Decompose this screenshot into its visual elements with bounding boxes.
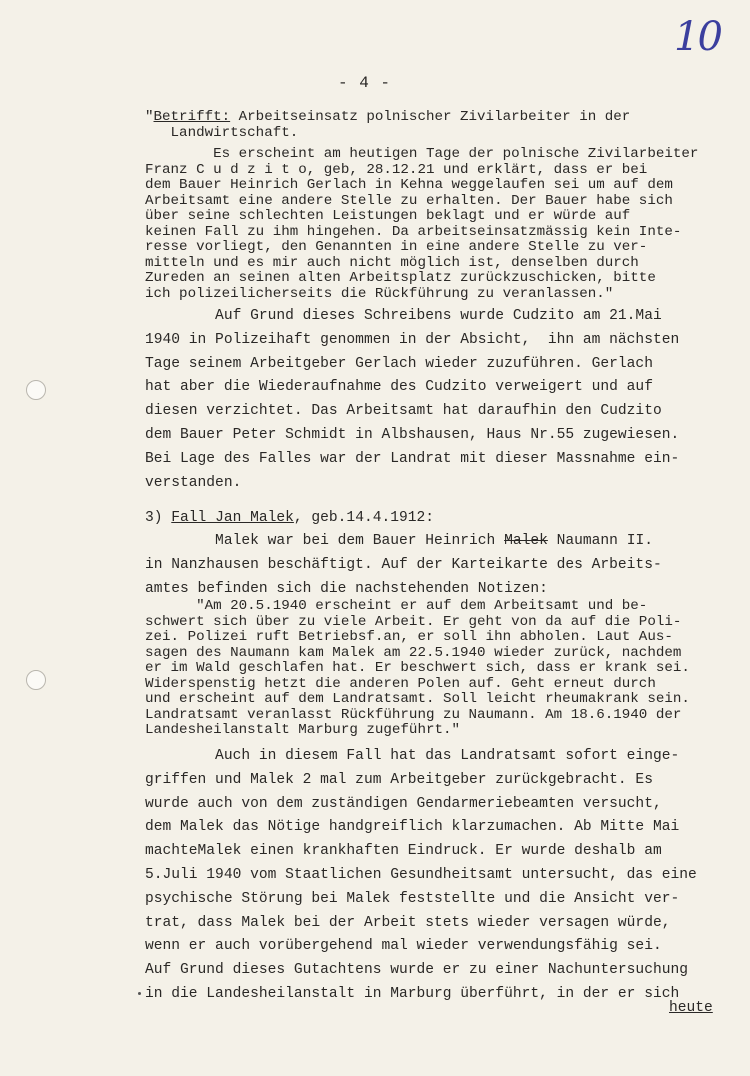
text-line: diesen verzichtet. Das Arbeitsamt hat daraufhin den Cudzito xyxy=(145,403,662,420)
subject-heading xyxy=(145,110,725,141)
punch-hole-top xyxy=(26,380,46,400)
text-line: schwert sich über zu viele Arbeit. Er geht von da auf die Poli- xyxy=(145,613,682,630)
ink-speck xyxy=(138,992,141,995)
struck-word: Malek xyxy=(504,533,548,549)
text-line: wenn er auch vorübergehend mal wieder verwendungsfähig sei. xyxy=(145,938,662,955)
text-line: keinen Fall zu ihm hingehen. Da arbeitseinsatzmässig kein Inte- xyxy=(145,223,682,240)
catchword: heute xyxy=(669,1000,713,1016)
quoted-letter-cudzito xyxy=(145,147,725,302)
handwritten-page-annotation: 10 xyxy=(674,14,721,60)
text-line: Widerspenstig hetzt die anderen Polen auf. Geht erneut durch xyxy=(145,675,656,692)
case-number: 3) xyxy=(145,510,172,526)
text-line: in Nanzhausen beschäftigt. Auf der Karteikarte des Arbeits- xyxy=(145,556,662,573)
text-line: Bei Lage des Falles war der Landrat mit dieser Massnahme ein- xyxy=(145,450,680,467)
text-line: Arbeitsamt eine andere Stelle zu erhalten. Der Bauer habe sich xyxy=(145,192,673,209)
case-birthdate: , geb.14.4.1912: xyxy=(293,510,435,526)
text-line: griffen und Malek 2 mal zum Arbeitgeber zurückgebracht. Es xyxy=(145,771,653,788)
case-heading-malek xyxy=(145,507,725,531)
case-title: Fall Jan Malek xyxy=(171,510,294,526)
text-line: 5.Juli 1940 vom Staatlichen Gesundheitsamt untersucht, das eine xyxy=(145,866,697,883)
paragraph-malek-intro xyxy=(145,530,725,601)
subject-label: Betrifft: xyxy=(153,109,231,125)
text-line: psychische Störung bei Malek feststellte und die Ansicht ver- xyxy=(145,890,680,907)
text-line: Franz C u d z i t o, geb, 28.12.21 und erklärt, dass er bei xyxy=(145,161,648,178)
text-line: Es erscheint am heutigen Tage der polnische Zivilarbeiter xyxy=(145,146,699,162)
text-line: resse vorliegt, den Genannten in eine andere Stelle zu ver- xyxy=(145,239,648,255)
text-line: dem Bauer Heinrich Gerlach in Kehna weggelaufen sei um auf dem xyxy=(145,177,673,193)
text-line: ich polizeilicherseits die Rückführung zu veranlassen." xyxy=(145,285,614,302)
text-line: sagen des Naumann kam Malek am 22.5.1940 wieder zurück, nachdem xyxy=(145,644,682,661)
text-line: 1940 in Polizeihaft genommen in der Absicht, ihn am nächsten xyxy=(145,331,680,348)
text-line: wurde auch von dem zuständigen Gendarmeriebeamten versucht, xyxy=(145,795,662,812)
subject-text-line2: Landwirtschaft. xyxy=(145,124,299,141)
text-line: über seine schlechten Leistungen beklagt und er würde auf xyxy=(145,208,631,224)
text-line: Auf Grund dieses Schreibens wurde Cudzito am 21.Mai xyxy=(145,308,662,324)
text-line: Zureden an seinen alten Arbeitsplatz zurückzuschicken, bitte xyxy=(145,270,656,286)
quote-mark: " xyxy=(145,109,154,125)
punch-hole-bottom xyxy=(26,670,46,690)
text-line: verstanden. xyxy=(145,474,242,491)
text-line: Malek war bei dem Bauer Heinrich xyxy=(145,533,505,549)
text-line: amtes befinden sich die nachstehenden Notizen: xyxy=(145,580,548,597)
paragraph-malek-outcome xyxy=(145,745,725,1007)
text-line: Naumann II. xyxy=(547,533,653,549)
text-line: trat, dass Malek bei der Arbeit stets wieder versagen würde, xyxy=(145,914,671,931)
text-line: Auch in diesem Fall hat das Landratsamt sofort einge- xyxy=(145,748,680,764)
text-line: dem Malek das Nötige handgreiflich klarzumachen. Ab Mitte Mai xyxy=(145,819,680,836)
text-line: in die Landesheilanstalt in Marburg überführt, in der er sich xyxy=(145,985,680,1002)
text-line: dem Bauer Peter Schmidt in Albshausen, Haus Nr.55 zugewiesen. xyxy=(145,426,680,443)
page-number: - 4 - xyxy=(338,74,392,92)
text-line: und erscheint auf dem Landratsamt. Soll leicht rheumakrank sein. xyxy=(145,691,690,707)
text-line: Landratsamt veranlasst Rückführung zu Naumann. Am 18.6.1940 der xyxy=(145,706,682,723)
text-line: mitteln und es mir auch nicht möglich ist, denselben durch xyxy=(145,254,639,271)
text-line: Auf Grund dieses Gutachtens wurde er zu einer Nachuntersuchung xyxy=(145,962,688,979)
text-line: Tage seinem Arbeitgeber Gerlach wieder zuzuführen. Gerlach xyxy=(145,355,653,372)
text-line: hat aber die Wiederaufnahme des Cudzito verweigert und auf xyxy=(145,379,653,396)
text-line: Landesheilanstalt Marburg zugeführt." xyxy=(145,722,461,738)
quoted-file-card-notes xyxy=(145,599,725,739)
text-line: machteMalek einen krankhaften Eindruck. Er wurde deshalb am xyxy=(145,843,662,860)
subject-text: Arbeitseinsatz polnischer Zivilarbeiter in der xyxy=(230,109,631,125)
text-line: "Am 20.5.1940 erscheint er auf dem Arbeitsamt und be- xyxy=(145,598,648,614)
text-line: er im Wald geschlafen hat. Er beschwert sich, dass er krank sei. xyxy=(145,660,690,676)
text-line: zei. Polizei ruft Betriebsf.an, er soll ihn abholen. Laut Aus- xyxy=(145,629,673,645)
paragraph-cudzito-outcome xyxy=(145,305,725,495)
